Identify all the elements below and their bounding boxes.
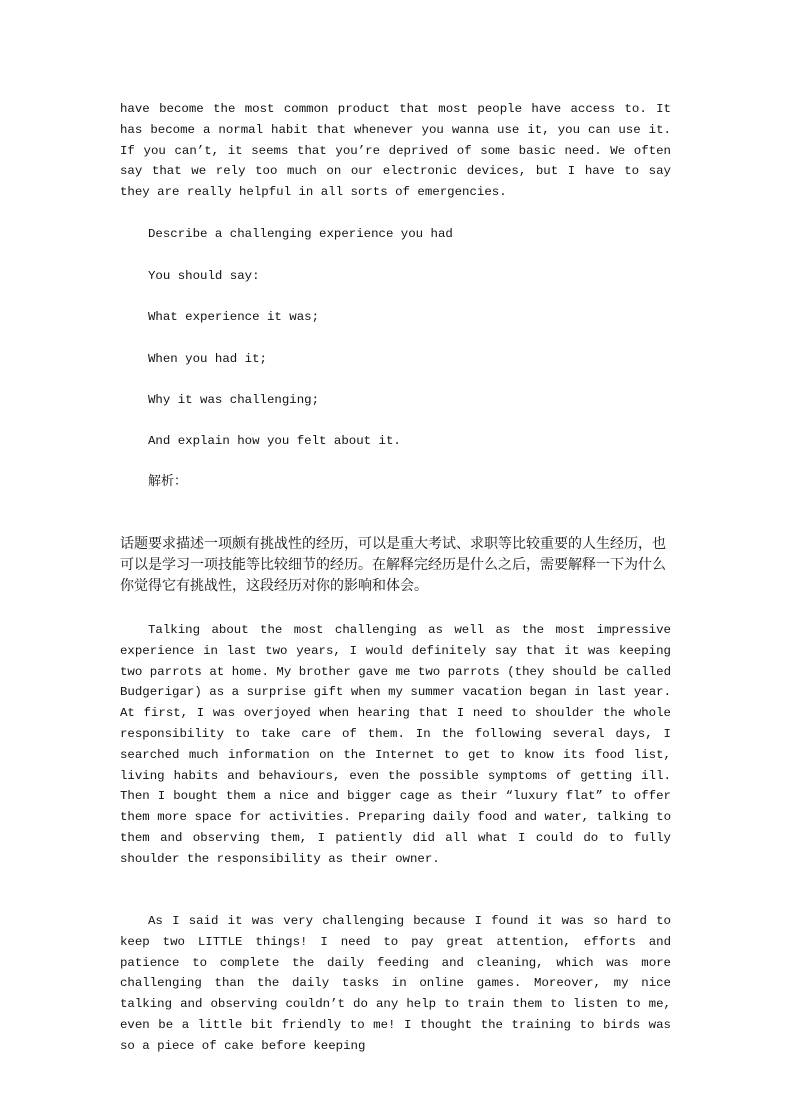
- answer-paragraph-1: Talking about the most challenging as well as the most impressive experience in last two years, I would definitely say that it was keeping two parrots at home. My brother gave me two parrots (they should be called Budgerigar) as a surprise gift when my summer vacation began in last year. At first, I was overjoyed when hearing that I need to shoulder the whole responsibility to take care of them. In the following several days, I searched much information on the Internet to get to know its food list, living habits and behaviours, even the possible symptoms of getting ill. Then I bought them a nice and bigger cage as their “luxury flat” to offer them more space for activities. Preparing daily food and water, talking to them and observing them, I patiently did all what I could do to fully shoulder the responsibility as their owner.: [120, 623, 671, 866]
- prompt-should-say: You should say:: [148, 269, 260, 283]
- prompt-point-4: And explain how you felt about it.: [148, 434, 401, 448]
- prompt-title: Describe a challenging experience you had: [148, 227, 453, 241]
- analysis-text: 话题要求描述一项颇有挑战性的经历，可以是重大考试、求职等比较重要的人生经历，也可以是学习一项技能等比较细节的经历。在解释完经历是什么之后，需要解释一下为什么你觉得它有挑战性，这段经历对你的影响和体会。: [120, 536, 666, 594]
- answer-paragraph-2: As I said it was very challenging because I found it was so hard to keep two LITTLE things! I need to pay great attention, efforts and patience to complete the daily feeding and cleaning, which was more challenging than the daily tasks in online games. Moreover, my nice talking and observing couldn’t do any help to train them to listen to me, even be a little bit friendly to me! I thought the training to birds was so a piece of cake before keeping: [120, 914, 671, 1053]
- intro-paragraph: have become the most common product that most people have access to. It has become a normal habit that whenever you wanna use it, you can use it. If you can’t, it seems that you’re deprived of some basic need. We often say that we rely too much on our electronic devices, but I have to say they are really helpful in all sorts of emergencies.: [120, 102, 671, 200]
- prompt-point-3: Why it was challenging;: [148, 393, 320, 407]
- analysis-label: 解析：: [148, 474, 188, 489]
- prompt-point-1: What experience it was;: [148, 310, 320, 324]
- prompt-point-2: When you had it;: [148, 352, 267, 366]
